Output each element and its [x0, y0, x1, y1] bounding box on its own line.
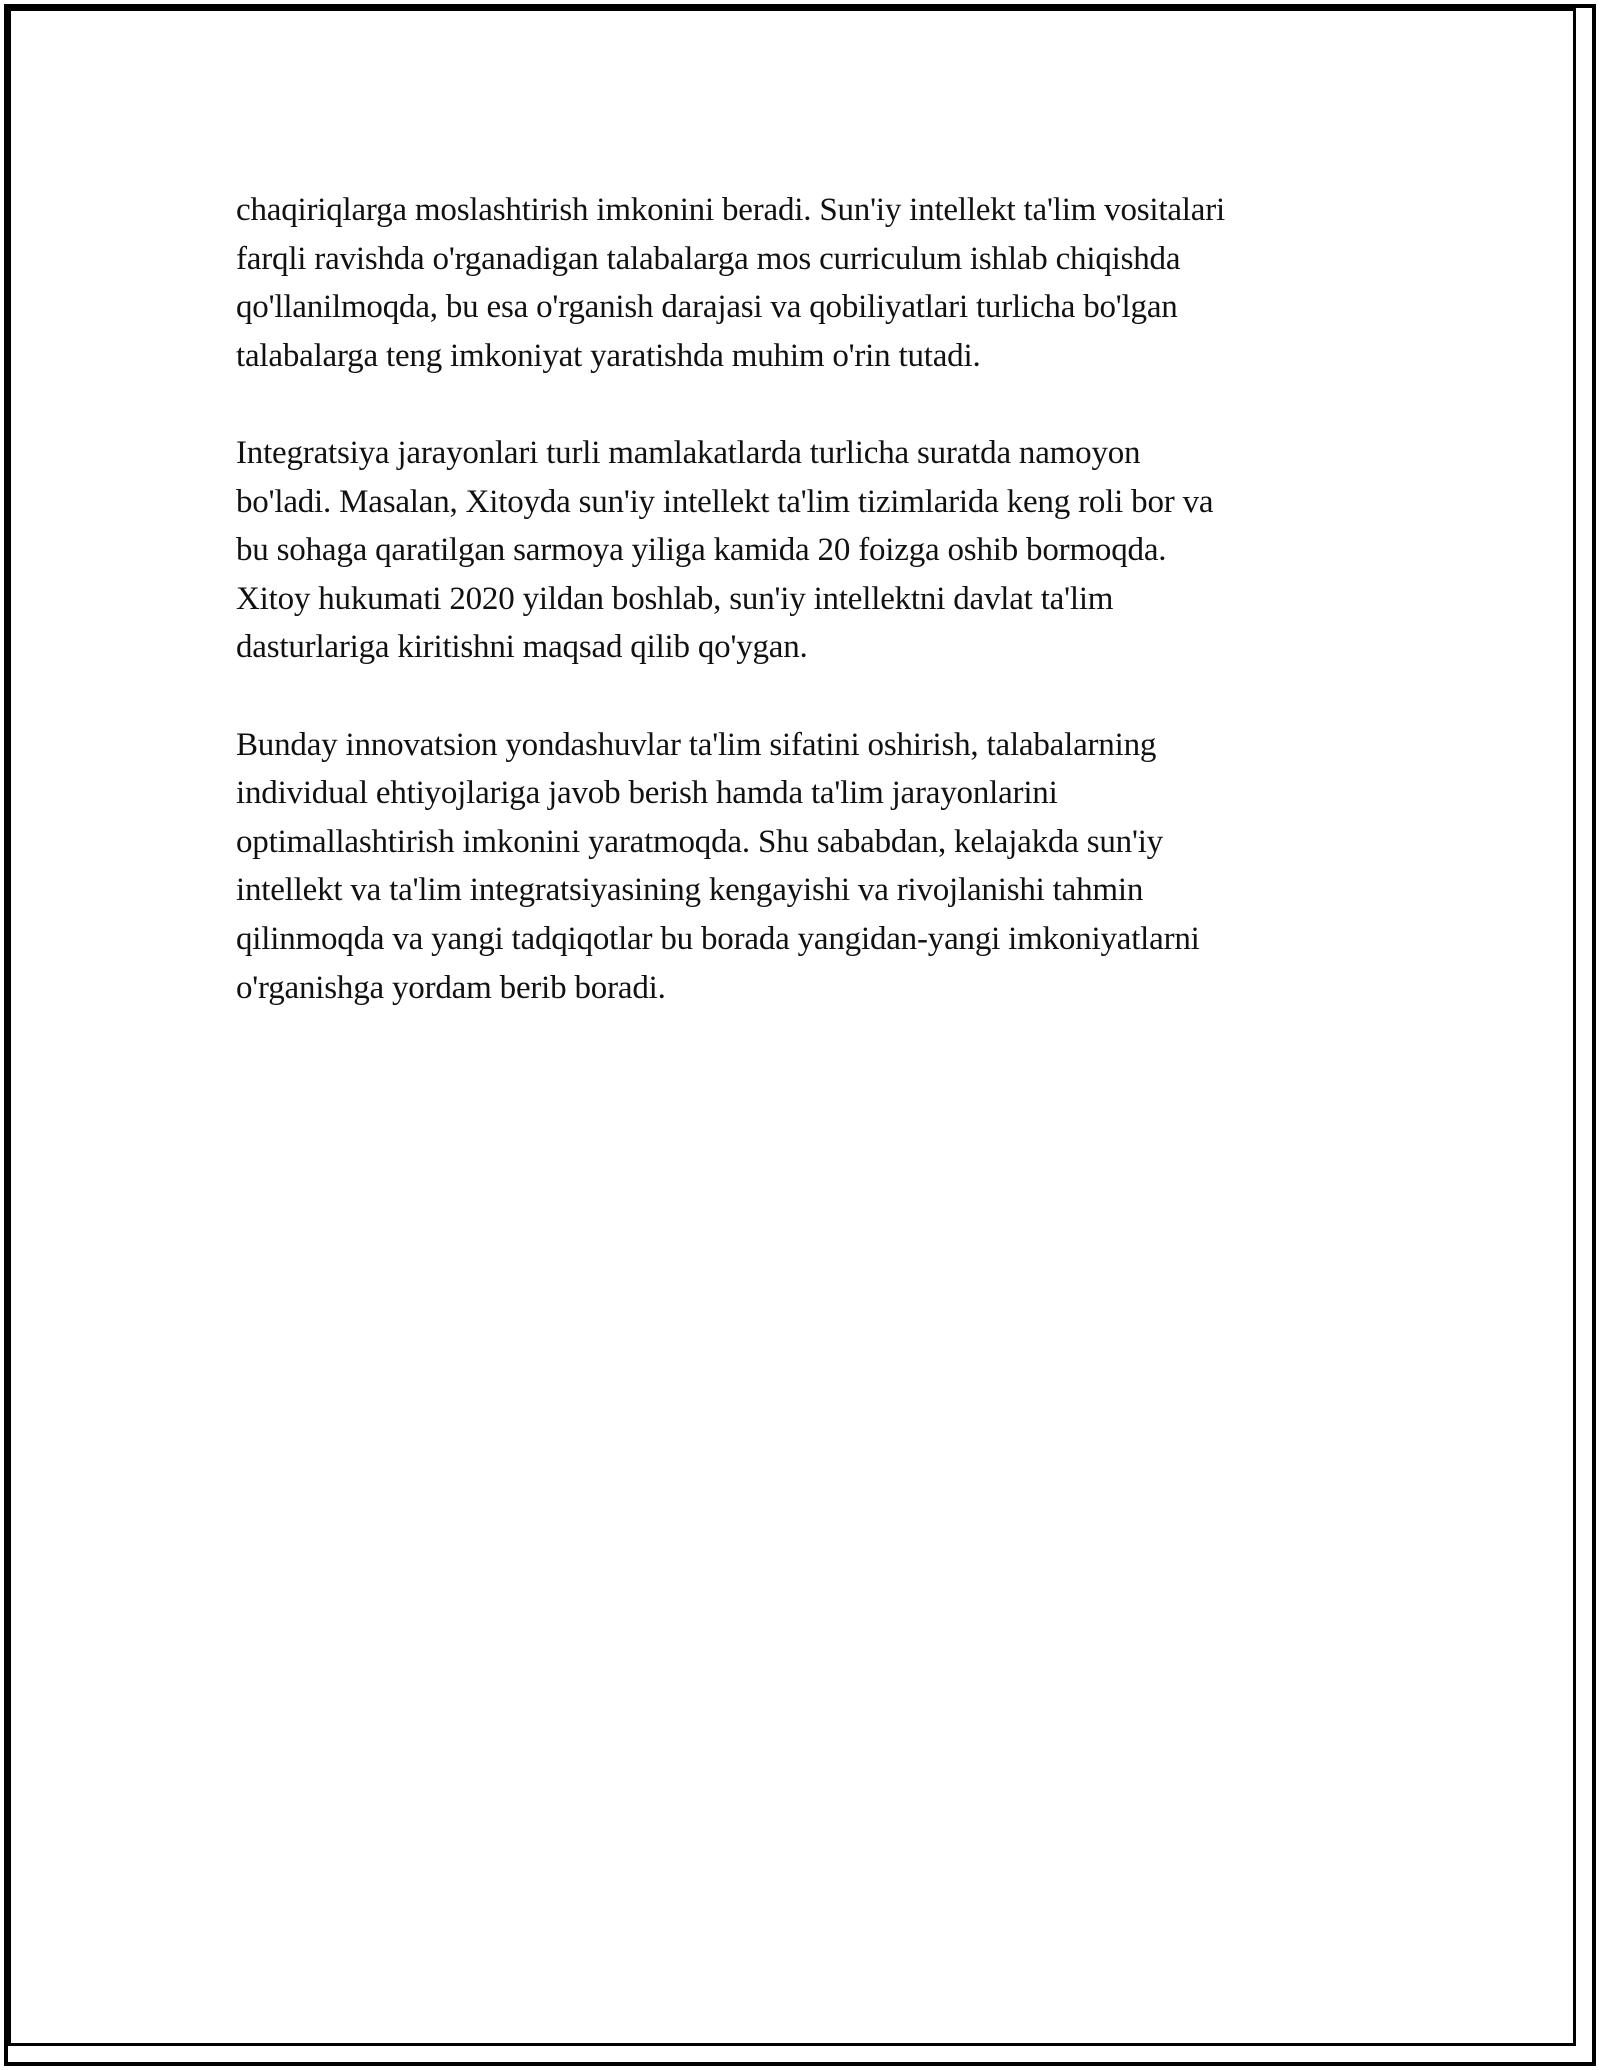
- text-line: talabalarga teng imkoniyat yaratishda muhim o'rin tutadi.: [236, 337, 981, 374]
- text-line: Bunday innovatsion yondashuvlar ta'lim sifatini oshirish, talabalarning: [236, 726, 1157, 763]
- text-line: qilinmoqda va yangi tadqiqotlar bu borada yangidan-yangi imkoniyatlarni: [236, 920, 1200, 957]
- text-line: farqli ravishda o'rganadigan talabalarga mos curriculum ishlab chiqishda: [236, 240, 1181, 277]
- text-line: Xitoy hukumati 2020 yildan boshlab, sun'iy intellektni davlat ta'lim: [236, 580, 1114, 617]
- paragraph-2: [236, 429, 1386, 672]
- text-line: intellekt va ta'lim integratsiyasining kengayishi va rivojlanishi tahmin: [236, 872, 1144, 909]
- text-line: optimallashtirish imkonini yaratmoqda. Shu sababdan, kelajakda sun'iy: [236, 823, 1163, 860]
- paragraph-3: [236, 721, 1386, 1013]
- text-line: qo'llanilmoqda, bu esa o'rganish darajasi va qobiliyatlari turlicha bo'lgan: [236, 289, 1178, 326]
- text-line: bu sohaga qaratilgan sarmoya yiliga kamida 20 foizga oshib bormoqda.: [236, 532, 1167, 569]
- text-line: dasturlariga kiritishni maqsad qilib qo'ygan.: [236, 629, 808, 666]
- text-line: bo'ladi. Masalan, Xitoyda sun'iy intellekt ta'lim tizimlarida keng roli bor va: [236, 483, 1214, 520]
- document-body: [236, 186, 1386, 1061]
- text-line: chaqiriqlarga moslashtirish imkonini beradi. Sun'iy intellekt ta'lim vositalari: [236, 192, 1225, 228]
- paragraph-1: [236, 186, 1386, 380]
- text-line: Integratsiya jarayonlari turli mamlakatlarda turlicha suratda namoyon: [236, 434, 1141, 471]
- text-line: o'rganishga yordam berib boradi.: [236, 969, 666, 1006]
- text-line: individual ehtiyojlariga javob berish hamda ta'lim jarayonlarini: [236, 775, 1058, 812]
